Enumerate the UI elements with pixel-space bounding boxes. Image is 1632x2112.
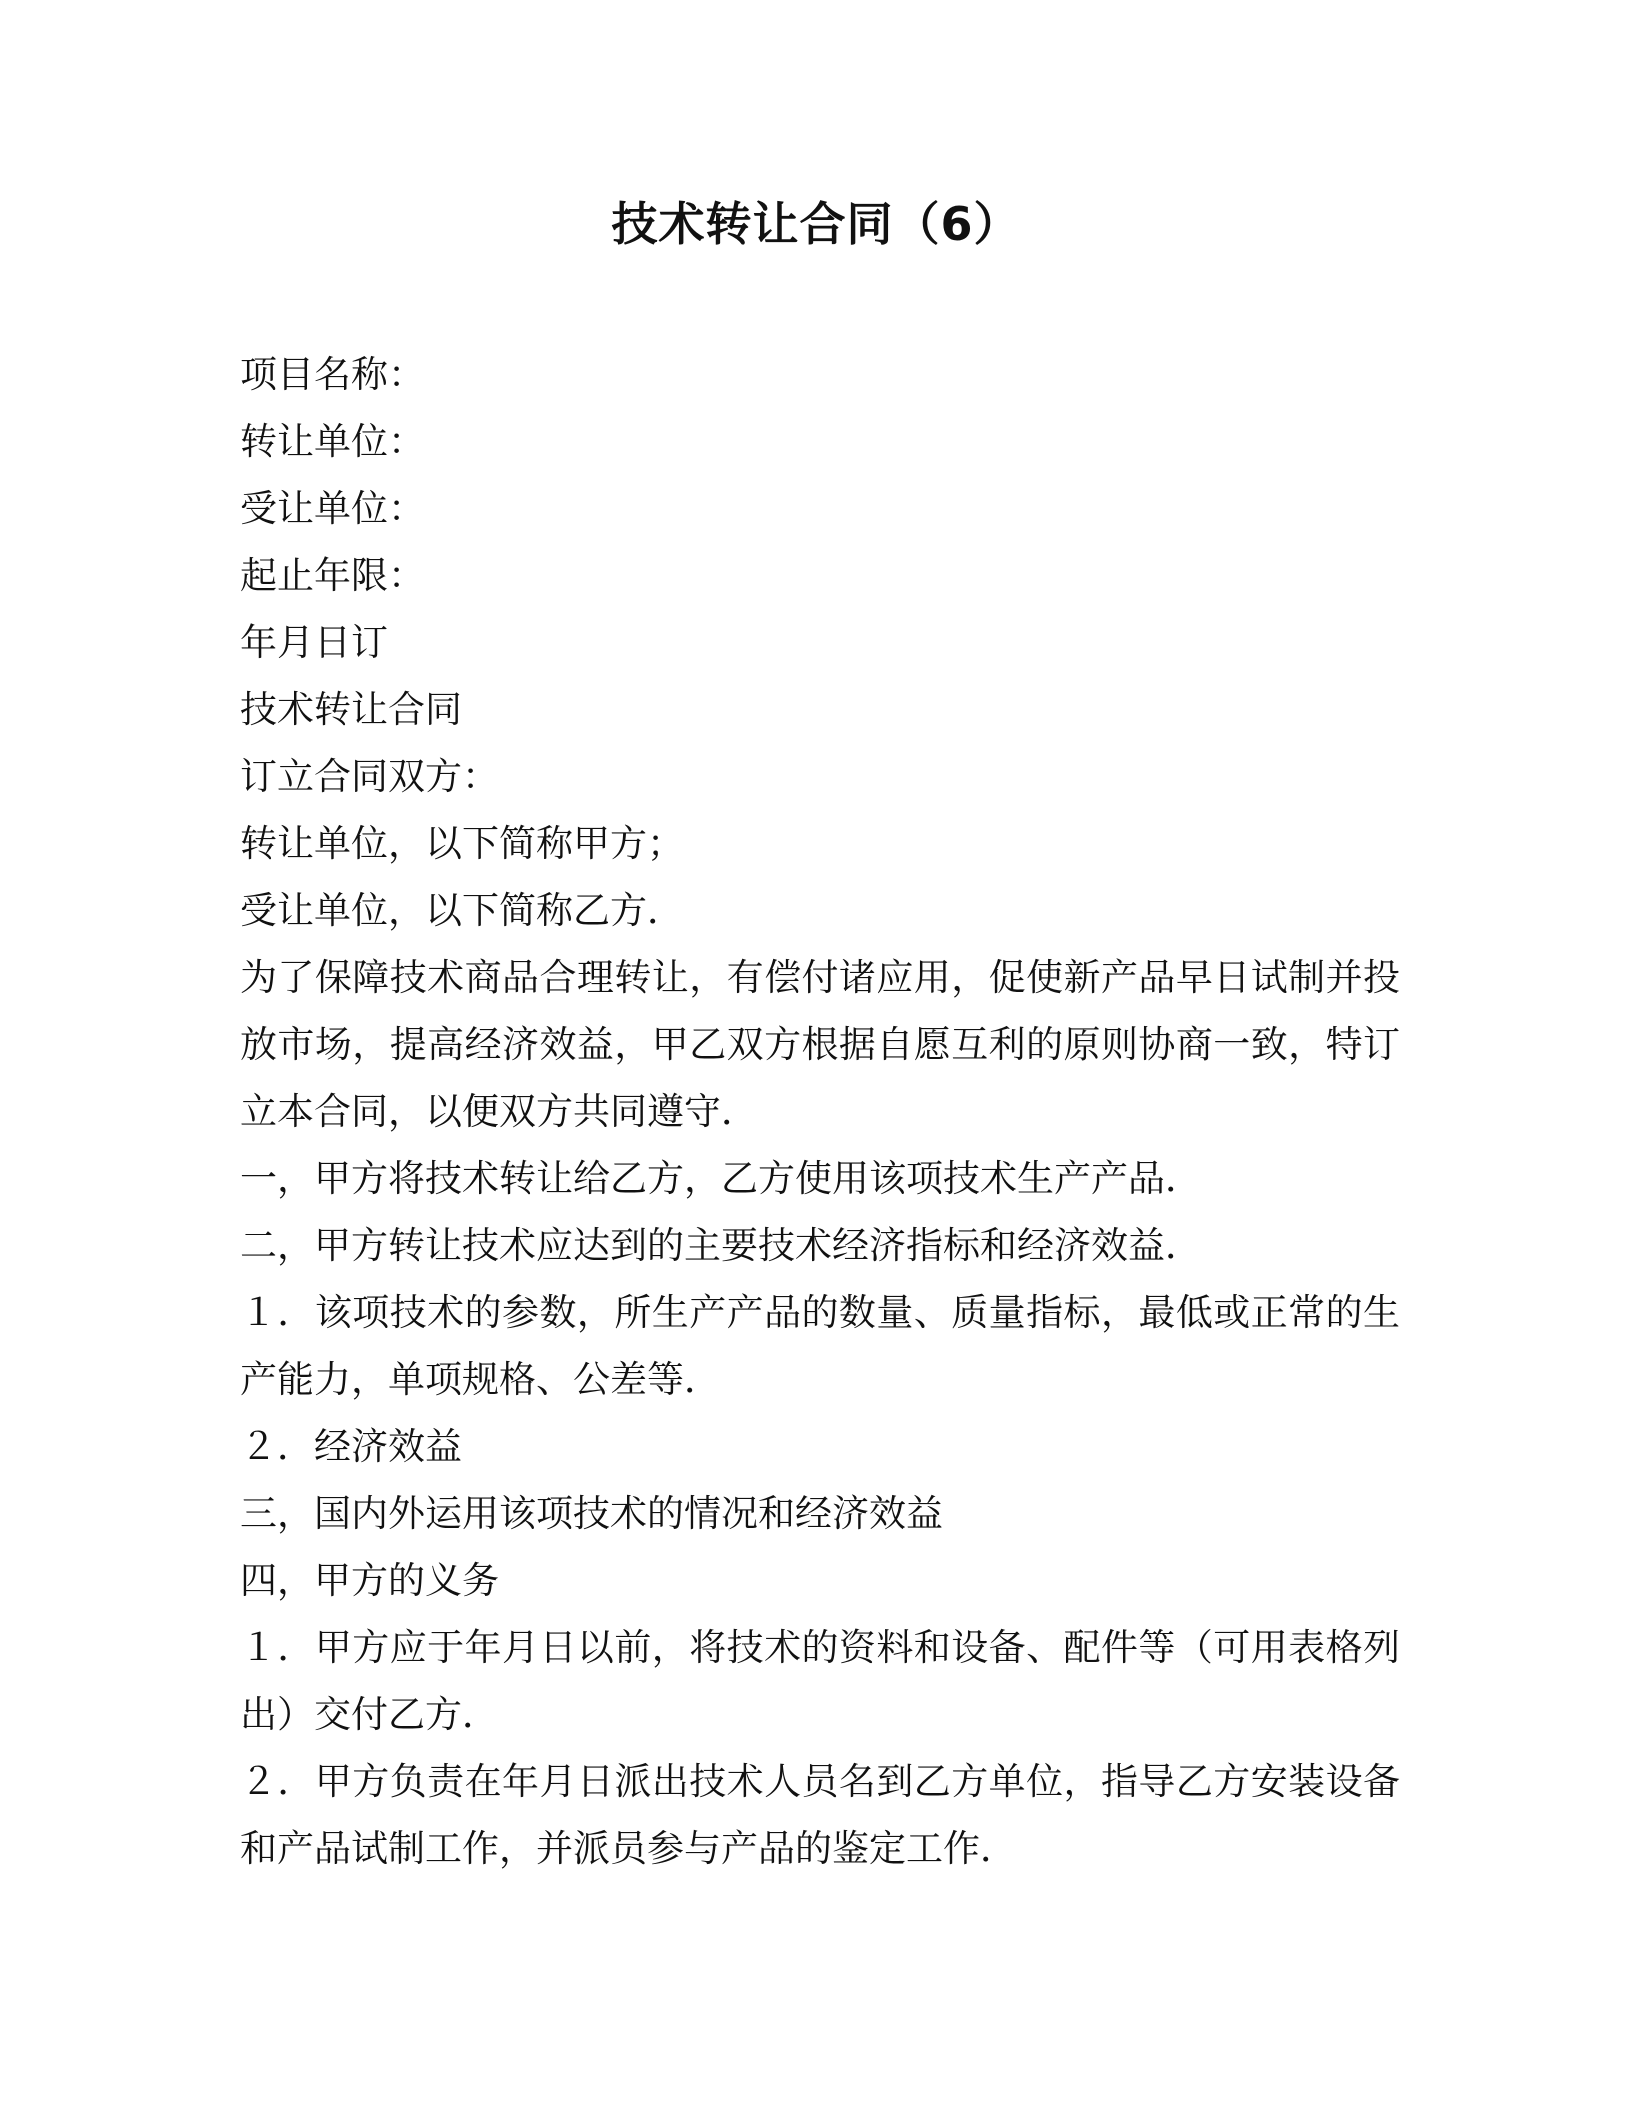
clause-2-item-1: １．该项技术的参数，所生产产品的数量、质量指标，最低或正常的生产能力，单项规格、公差等． [240,1291,1400,1401]
clause-4: 四，甲方的义务 [240,1559,499,1602]
party-b: 受让单位，以下简称乙方． [240,889,684,932]
clause-1: 一，甲方将技术转让给乙方，乙方使用该项技术生产产品． [240,1157,1202,1200]
preamble-paragraph: 为了保障技术商品合理转让，有偿付诸应用，促使新产品早日试制并投放市场，提高经济效益，甲乙双方根据自愿互利的原则协商一致，特订立本合同，以便双方共同遵守． [240,956,1400,1133]
document-title: 技术转让合同（6） [611,197,1021,251]
field-term: 起止年限： [240,554,425,597]
document-body [240,341,1400,1882]
clause-4-item-2: ２．甲方负责在年月日派出技术人员名到乙方单位，指导乙方安装设备和产品试制工作，并派员参与产品的鉴定工作． [240,1760,1400,1870]
clause-2-item-2: ２．经济效益 [240,1425,462,1468]
field-project-name: 项目名称： [240,353,425,396]
field-transferee: 受让单位： [240,487,425,530]
clause-3: 三，国内外运用该项技术的情况和经济效益 [240,1492,943,1535]
clause-2: 二，甲方转让技术应达到的主要技术经济指标和经济效益． [240,1224,1202,1267]
field-transferor: 转让单位： [240,420,425,463]
contract-heading: 技术转让合同 [240,688,462,731]
clause-4-item-1: １．甲方应于年月日以前，将技术的资料和设备、配件等（可用表格列出）交付乙方． [240,1626,1400,1736]
field-signing-date: 年月日订 [240,621,388,664]
party-a: 转让单位，以下简称甲方； [240,822,684,865]
parties-intro: 订立合同双方： [240,755,499,798]
